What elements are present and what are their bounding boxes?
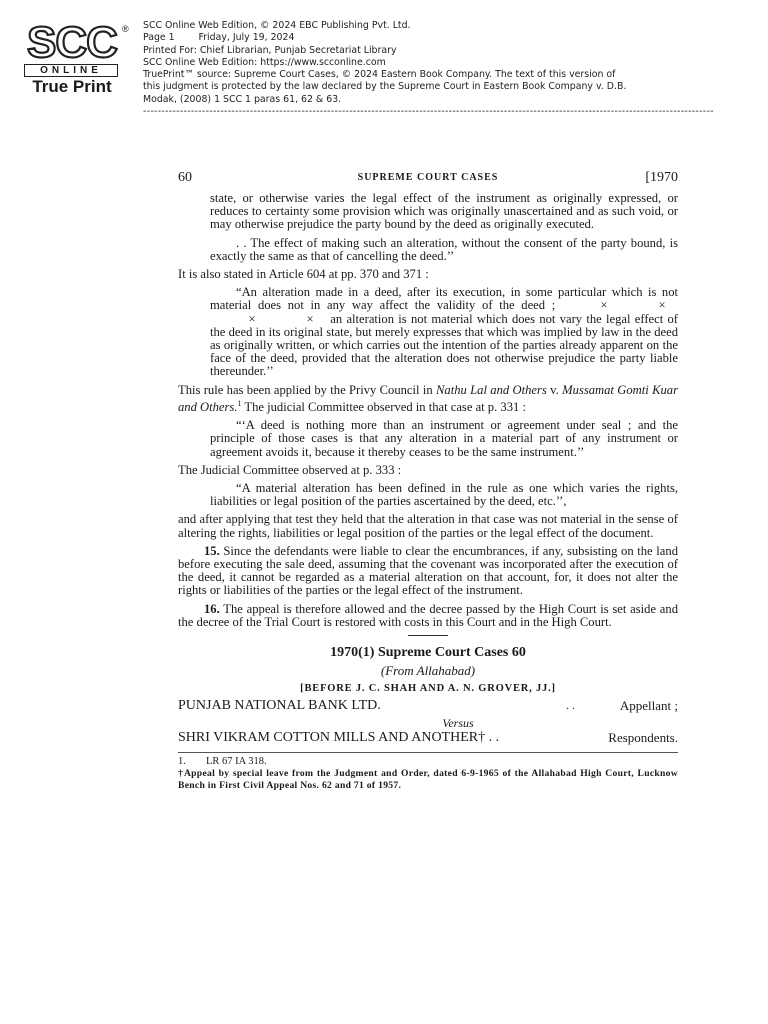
logo-tagline: True Print [32,77,112,96]
body-text: The judicial Committee observed in that case at p. 331 : [241,400,526,415]
quote-text: “An alteration made in a deed, after its execution, in some particular which is not material does not in any way affect the validity of the deed ; [210,285,678,313]
quote-paragraph: state, or otherwise varies the legal effect of the instrument as originally expressed, or reduces to certainty some provision which was originally unascertained and as such void, or may otherwise prejudice the party bound by the deed as originally executed. [210,191,678,232]
body-paragraph [178,384,678,415]
appellant-role: Appellant ; [619,698,678,714]
omission-mark: × [248,311,256,326]
page-number: 60 [178,170,192,185]
omission-mark: × [600,298,608,313]
bench-line: [BEFORE J. C. SHAH AND A. N. GROVER, JJ.] [300,683,556,695]
respondent-row [178,730,678,748]
footnote-ref: 1 [237,398,242,408]
quote-paragraph: . . The effect of making such an alteration, without the consent of the party bound, is exactly the same as that of cancelling the deed.’’ [210,235,678,263]
body-text: v. [546,382,563,397]
quote-paragraph: “‘A deed is nothing more than an instrument or agreement under seal ; and the principle of those cases is that any alteration in a material part of any instrument or agreement avoids it, because it thereby ceases to be the same instrument.’’ [210,418,678,459]
body-paragraph: and after applying that test they held that the alteration in that case was not material in the sense of altering the rights, liabilities or legal position of the parties or the legal effect of the document. [178,512,678,540]
running-head [178,170,678,192]
running-title: SUPREME COURT CASES [357,172,499,183]
appellant-row [178,698,678,716]
case-name: Nathu Lal and Others [436,382,547,397]
header-line-copyright: SCC Online Web Edition, © 2024 EBC Publishing Pvt. Ltd. [143,20,411,31]
header-line-trueprint-source: TruePrint™ source: Supreme Court Cases, © 2024 Eastern Book Company. The text of this version of [143,69,616,81]
header-line-protection: this judgment is protected by the law declared by the Supreme Court in Eastern Book Company v. D.B. [143,81,627,93]
scc-online-logo [18,18,129,96]
print-header [143,20,743,118]
case-citation: 1970(1) Supreme Court Cases 60 [330,645,526,661]
header-line-citation: Modak, (2008) 1 SCC 1 paras 61, 62 & 63. [143,93,342,105]
quote-paragraph [210,286,678,378]
appellant-name: PUNJAB NATIONAL BANK LTD. [178,698,381,714]
header-divider: ----------------------------------------------------------------------------------------------------------------------------------------------------------- [143,106,714,118]
appeal-footnote: †Appeal by special leave from the Judgment and Order, dated 6-9-1965 of the Allahabad High Court, Lucknow Bench in First Civil Appeal Nos. 62 and 71 of 1957. [178,768,678,791]
body-text: Since the defendants were liable to clear the encumbrances, if any, subsisting on the land before executing the sale deed, assuming that the covenant was incorporated after the execution of the deed, it cannot be regarded as a material alteration on that account, for, it does not alter the rights or liabilities of the parties or the legal effect of the instrument. [178,543,678,598]
header-line-page-date: Page 1 Friday, July 19, 2024 [143,32,295,44]
header-line-printed-for: Printed For: Chief Librarian, Punjab Secretariat Library [143,44,397,56]
paragraph-number: 15. [204,543,220,558]
omission-mark: × [306,311,314,326]
case-name: Mussamat Gomti Kuar and Others. [178,382,679,415]
section-divider [408,635,448,636]
body-text: The appeal is therefore allowed and the decree passed by the High Court is set aside and the decree of the Trial Court is restored with costs in this Court and in the High Court. [178,601,678,629]
logo-scc-text: SCC [27,18,117,67]
body-text: This rule has been applied by the Privy Council in [178,382,437,397]
numbered-paragraph [178,603,678,629]
footnote-divider [178,752,678,753]
paragraph-number: 16. [204,601,220,616]
logo-online-text: ONLINE [24,64,118,77]
footnote-number: 1. [178,756,186,768]
footnote-1 [178,756,678,768]
running-year: [1970 [645,170,678,185]
quote-text: an alteration is not material which does not vary the legal effect of the deed in its original state, but merely expresses that which was implied by law in the deed as originally written, or which carries out the intention of the parties already apparent on the face of the deed, provided that the alteration does not otherwise prejudice the party liable thereunder.’’ [210,311,678,379]
footnote-text: LR 67 IA 318. [206,756,267,768]
judgment-page [178,170,678,791]
body-paragraph: It is also stated in Article 604 at pp. 370 and 371 : [178,267,429,282]
omission-mark: × [658,298,666,313]
header-line-web-edition: SCC Online Web Edition: https://www.scconline.com [143,56,386,68]
body-paragraph: The Judicial Committee observed at p. 333 : [178,462,402,477]
quote-paragraph: “A material alteration has been defined in the rule as one which varies the rights, liabilities or legal position of the parties ascertained by the deed, etc.’’, [210,481,678,509]
appellant-dots: . . [566,698,575,713]
versus-label: Versus [442,716,474,731]
case-origin: (From Allahabad) [380,663,476,679]
logo-registered-mark: ® [122,24,129,34]
respondent-name: SHRI VIKRAM COTTON MILLS AND ANOTHER† . . [178,730,500,746]
respondent-role: Respondents. [608,730,678,746]
numbered-paragraph [178,545,678,598]
